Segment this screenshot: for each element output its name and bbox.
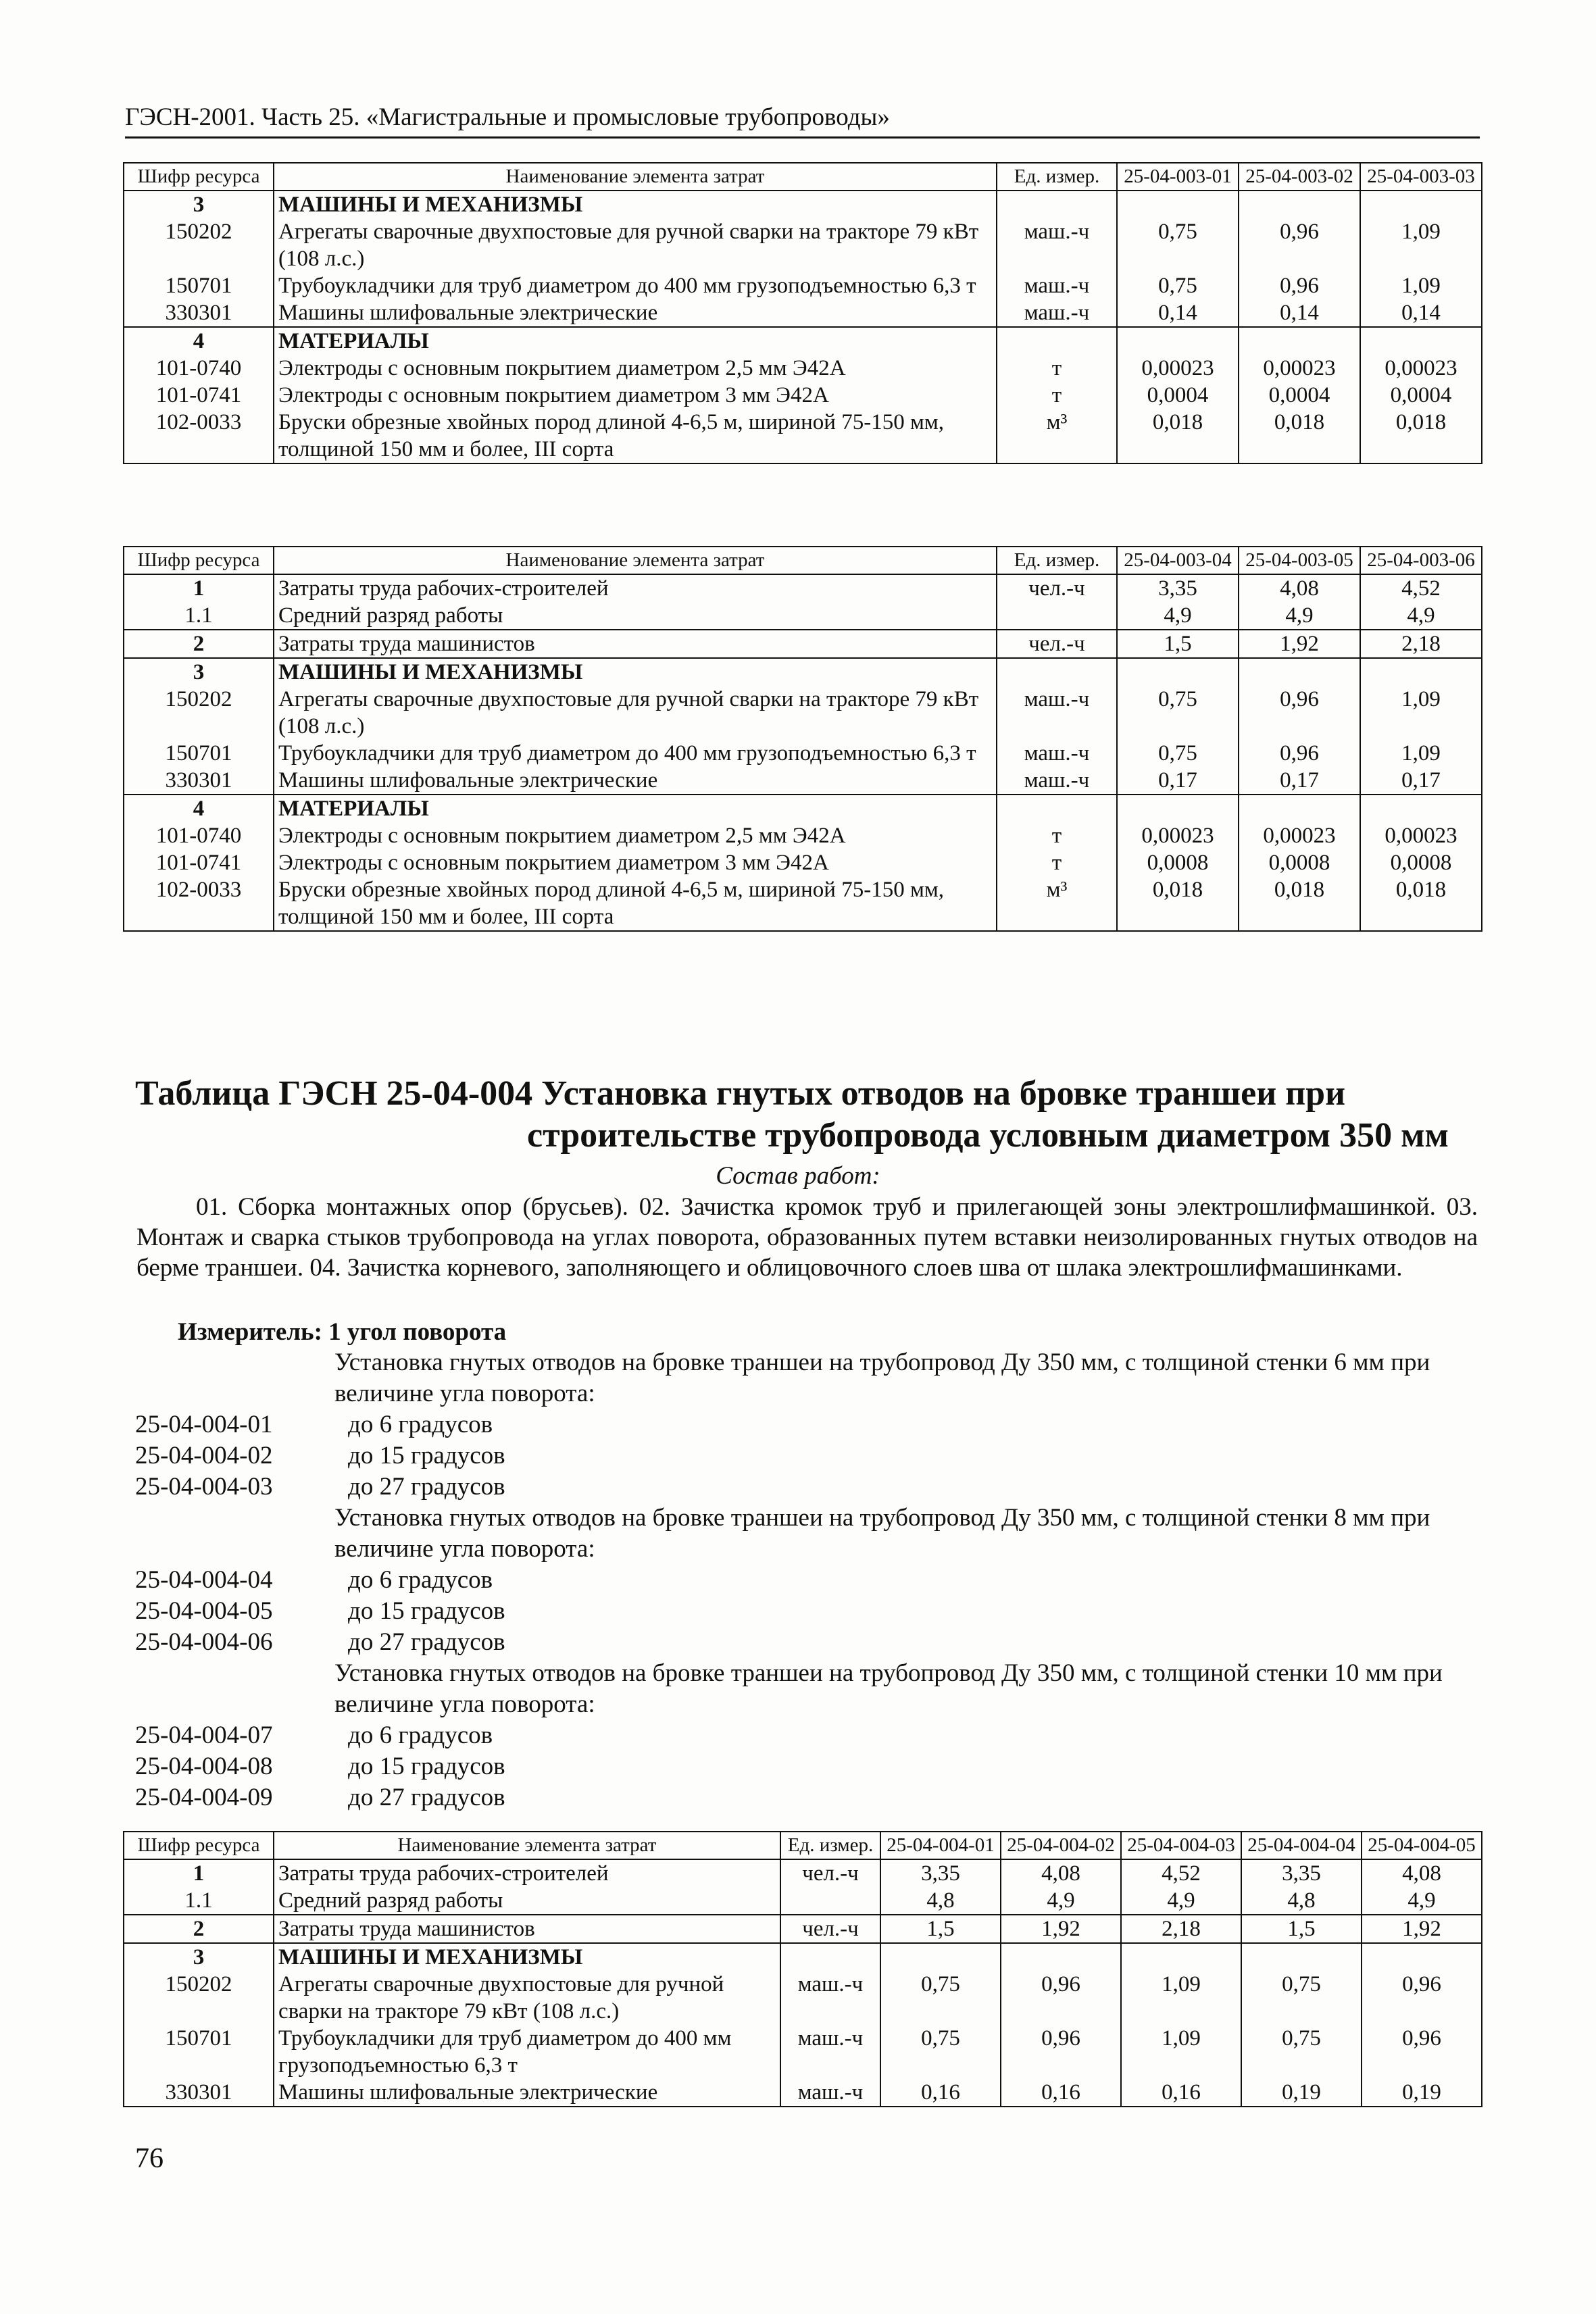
- cell-resource-name: МАТЕРИАЛЫ: [274, 795, 997, 822]
- cell-value: 0,96: [1001, 1971, 1121, 2025]
- cell-resource-name: Электроды с основным покрытием диаметром 2,5 мм Э42А: [274, 355, 997, 382]
- cell-value: [1117, 191, 1239, 218]
- norm-item-code: 25-04-004-09: [135, 1784, 273, 1811]
- cell-unit: маш.-ч: [780, 2025, 880, 2079]
- col-header-norm: 25-04-004-03: [1121, 1832, 1241, 1859]
- cell-value: 0,00023: [1117, 822, 1239, 849]
- cell-resource-name: Затраты труда рабочих-строителей: [274, 1859, 780, 1887]
- table-row: [124, 355, 1482, 382]
- cell-unit: маш.-ч: [997, 767, 1117, 795]
- cell-resource-code: 102-0033: [124, 409, 274, 463]
- cell-value: 0,96: [1239, 218, 1360, 272]
- cell-value: 0,018: [1239, 409, 1360, 463]
- norm-item: [135, 1782, 1480, 1813]
- cell-value: 0,0008: [1360, 849, 1482, 876]
- norm-item-code: 25-04-004-07: [135, 1721, 273, 1749]
- cell-resource-code: 1: [124, 574, 274, 602]
- cell-value: 0,19: [1241, 2079, 1362, 2107]
- col-header-code: Шифр ресурса: [124, 1832, 274, 1859]
- norm-item: [135, 1596, 1480, 1627]
- cell-value: 1,09: [1360, 272, 1482, 299]
- cell-resource-code: 4: [124, 795, 274, 822]
- col-header-name: Наименование элемента затрат: [274, 163, 997, 191]
- norm-item: [135, 1751, 1480, 1782]
- header-row: [124, 1832, 1482, 1859]
- cell-resource-code: 150202: [124, 1971, 274, 2025]
- cell-resource-code: 330301: [124, 2079, 274, 2107]
- table-header: [124, 1832, 1482, 1859]
- cell-resource-name: Средний разряд работы: [274, 602, 997, 630]
- cell-value: 0,75: [1117, 686, 1239, 740]
- col-header-norm: 25-04-003-03: [1360, 163, 1482, 191]
- cell-resource-name: Затраты труда рабочих-строителей: [274, 574, 997, 602]
- table-row: [124, 1971, 1482, 2025]
- cell-value: [1239, 658, 1360, 686]
- cell-resource-code: 150701: [124, 740, 274, 767]
- cell-value: [880, 1943, 1001, 1971]
- norm-item-code: 25-04-004-06: [135, 1628, 273, 1656]
- norm-item-code: 25-04-004-05: [135, 1597, 273, 1625]
- cell-unit: маш.-ч: [780, 1971, 880, 2025]
- cell-value: 4,08: [1239, 574, 1360, 602]
- col-header-norm: 25-04-003-05: [1239, 547, 1360, 574]
- cell-value: 0,75: [880, 2025, 1001, 2079]
- cell-value: 0,018: [1117, 409, 1239, 463]
- cell-value: 4,9: [1001, 1887, 1121, 1915]
- cell-value: 0,75: [1117, 272, 1239, 299]
- cell-value: 4,9: [1239, 602, 1360, 630]
- cell-value: 0,75: [1241, 1971, 1362, 2025]
- cell-resource-name: Средний разряд работы: [274, 1887, 780, 1915]
- table-body: [124, 191, 1482, 463]
- header-row: [124, 163, 1482, 191]
- cell-unit: [997, 327, 1117, 355]
- cell-value: 0,17: [1360, 767, 1482, 795]
- cell-value: [1121, 1943, 1241, 1971]
- cell-unit: чел.-ч: [780, 1859, 880, 1887]
- norm-item-text: до 27 градусов: [348, 1784, 505, 1811]
- cell-value: 0,96: [1001, 2025, 1121, 2079]
- cell-value: 0,96: [1362, 2025, 1482, 2079]
- cell-value: 4,9: [1121, 1887, 1241, 1915]
- col-header-name: Наименование элемента затрат: [274, 547, 997, 574]
- col-header-norm: 25-04-004-01: [880, 1832, 1001, 1859]
- col-header-norm: 25-04-003-04: [1117, 547, 1239, 574]
- cell-resource-name: Агрегаты сварочные двухпостовые для ручной сварки на тракторе 79 кВт (108 л.с.): [274, 1971, 780, 2025]
- cell-resource-name: Трубоукладчики для труб диаметром до 400 мм грузоподъемностью 6,3 т: [274, 272, 997, 299]
- table-row: [124, 2025, 1482, 2079]
- cell-unit: [780, 1887, 880, 1915]
- cell-resource-code: 102-0033: [124, 876, 274, 931]
- table-row: [124, 740, 1482, 767]
- cell-resource-code: 2: [124, 630, 274, 658]
- cell-value: 1,09: [1121, 2025, 1241, 2079]
- cell-resource-name: Электроды с основным покрытием диаметром 3 мм Э42А: [274, 382, 997, 409]
- table-row: [124, 795, 1482, 822]
- table-row: [124, 1887, 1482, 1915]
- cell-unit: маш.-ч: [997, 299, 1117, 327]
- cell-value: 4,08: [1362, 1859, 1482, 1887]
- table-row: [124, 1859, 1482, 1887]
- resource-table-004-01-05: [123, 1831, 1482, 2107]
- cell-resource-code: 150701: [124, 272, 274, 299]
- cell-value: 2,18: [1121, 1915, 1241, 1943]
- col-header-unit: Ед. измер.: [997, 547, 1117, 574]
- table-row: [124, 299, 1482, 327]
- cell-value: 0,16: [880, 2079, 1001, 2107]
- cell-value: 1,5: [1117, 630, 1239, 658]
- col-header-norm: 25-04-003-01: [1117, 163, 1239, 191]
- cell-value: 0,00023: [1117, 355, 1239, 382]
- table-row: [124, 2079, 1482, 2107]
- cell-resource-name: МАШИНЫ И МЕХАНИЗМЫ: [274, 1943, 780, 1971]
- cell-value: [1360, 658, 1482, 686]
- col-header-norm: 25-04-004-04: [1241, 1832, 1362, 1859]
- norm-group-title: Установка гнутых отводов на бровке траншеи на трубопровод Ду 350 мм, с толщиной стенки 10 мм при величине угла поворота:: [334, 1659, 1443, 1718]
- norm-item-code: 25-04-004-01: [135, 1411, 273, 1438]
- cell-unit: [780, 1943, 880, 1971]
- cell-value: 1,92: [1001, 1915, 1121, 1943]
- cell-value: [1239, 327, 1360, 355]
- col-header-norm: 25-04-004-02: [1001, 1832, 1121, 1859]
- cell-resource-name: Затраты труда машинистов: [274, 1915, 780, 1943]
- cell-resource-code: 1.1: [124, 602, 274, 630]
- col-header-name: Наименование элемента затрат: [274, 1832, 780, 1859]
- table-row: [124, 876, 1482, 931]
- norm-item-text: до 15 градусов: [348, 1753, 505, 1780]
- cell-resource-code: 3: [124, 191, 274, 218]
- table-header: [124, 547, 1482, 574]
- cell-value: [1239, 795, 1360, 822]
- cell-value: 1,09: [1360, 740, 1482, 767]
- cell-value: [1360, 191, 1482, 218]
- works-description: 01. Сборка монтажных опор (брусьев). 02. Зачистка кромок труб и прилегающей зоны электрошлифмашинкой. 03. Монтаж и сварка стыков трубопровода на углах поворота, образованных путем вставки неизолированных гнутых отводов на берме траншеи. 04. Зачистка корневого, заполняющего и облицовочного слоев шва от шлака электрошлифмашинками.: [136, 1193, 1478, 1282]
- norm-item: [135, 1565, 1480, 1596]
- col-header-norm: 25-04-003-06: [1360, 547, 1482, 574]
- cell-value: [1117, 658, 1239, 686]
- col-header-unit: Ед. измер.: [780, 1832, 880, 1859]
- cell-value: [1239, 191, 1360, 218]
- norm-item-code: 25-04-004-02: [135, 1442, 273, 1469]
- cell-resource-code: 1: [124, 1859, 274, 1887]
- cell-value: 0,17: [1117, 767, 1239, 795]
- cell-unit: маш.-ч: [997, 218, 1117, 272]
- norm-item-text: до 27 градусов: [348, 1628, 505, 1656]
- cell-unit: чел.-ч: [997, 574, 1117, 602]
- cell-value: 0,16: [1121, 2079, 1241, 2107]
- table-row: [124, 630, 1482, 658]
- col-header-norm: 25-04-004-05: [1362, 1832, 1482, 1859]
- cell-value: 0,00023: [1360, 822, 1482, 849]
- cell-resource-name: МАШИНЫ И МЕХАНИЗМЫ: [274, 658, 997, 686]
- cell-resource-name: Машины шлифовальные электрические: [274, 2079, 780, 2107]
- cell-resource-name: МАШИНЫ И МЕХАНИЗМЫ: [274, 191, 997, 218]
- cell-value: 0,16: [1001, 2079, 1121, 2107]
- norm-group-title: Установка гнутых отводов на бровке траншеи на трубопровод Ду 350 мм, с толщиной стенки 6 мм при величине угла поворота:: [334, 1349, 1430, 1407]
- works-title: Состав работ:: [716, 1162, 880, 1190]
- table-row: [124, 327, 1482, 355]
- cell-resource-name: Трубоукладчики для труб диаметром до 400 мм грузоподъемностью 6,3 т: [274, 2025, 780, 2079]
- col-header-code: Шифр ресурса: [124, 163, 274, 191]
- norm-item: [135, 1440, 1480, 1472]
- table-row: [124, 382, 1482, 409]
- norm-item: [135, 1409, 1480, 1440]
- table-caption: [135, 1073, 1480, 1157]
- table-row: [124, 658, 1482, 686]
- cell-resource-code: 101-0741: [124, 382, 274, 409]
- cell-resource-name: Бруски обрезные хвойных пород длиной 4-6,5 м, шириной 75-150 мм, толщиной 150 мм и более, III сорта: [274, 409, 997, 463]
- cell-value: 3,35: [1117, 574, 1239, 602]
- cell-resource-code: 330301: [124, 299, 274, 327]
- cell-value: 1,09: [1121, 1971, 1241, 2025]
- cell-unit: чел.-ч: [780, 1915, 880, 1943]
- table-row: [124, 1943, 1482, 1971]
- cell-value: 0,00023: [1360, 355, 1482, 382]
- norm-item: [135, 1720, 1480, 1751]
- cell-resource-name: Трубоукладчики для труб диаметром до 400 мм грузоподъемностью 6,3 т: [274, 740, 997, 767]
- cell-resource-name: Машины шлифовальные электрические: [274, 767, 997, 795]
- cell-unit: т: [997, 382, 1117, 409]
- norm-item-code: 25-04-004-04: [135, 1566, 273, 1594]
- cell-unit: м³: [997, 876, 1117, 931]
- norm-group-title: Установка гнутых отводов на бровке траншеи на трубопровод Ду 350 мм, с толщиной стенки 8 мм при величине угла поворота:: [334, 1504, 1430, 1563]
- cell-resource-code: 150202: [124, 218, 274, 272]
- cell-value: 4,8: [1241, 1887, 1362, 1915]
- cell-value: [1001, 1943, 1121, 1971]
- table-row: [124, 409, 1482, 463]
- cell-value: 3,35: [1241, 1859, 1362, 1887]
- cell-value: 0,96: [1239, 272, 1360, 299]
- cell-resource-code: 150701: [124, 2025, 274, 2079]
- cell-resource-name: МАТЕРИАЛЫ: [274, 327, 997, 355]
- cell-value: 1,92: [1362, 1915, 1482, 1943]
- table-row: [124, 218, 1482, 272]
- cell-unit: [997, 602, 1117, 630]
- norm-item-text: до 15 градусов: [348, 1442, 505, 1469]
- table-row: [124, 849, 1482, 876]
- cell-unit: т: [997, 822, 1117, 849]
- cell-unit: маш.-ч: [997, 686, 1117, 740]
- cell-resource-name: Электроды с основным покрытием диаметром 2,5 мм Э42А: [274, 822, 997, 849]
- cell-resource-name: Агрегаты сварочные двухпостовые для ручной сварки на тракторе 79 кВт (108 л.с.): [274, 686, 997, 740]
- caption-line-1: Таблица ГЭСН 25-04-004 Установка гнутых отводов на бровке траншеи при: [135, 1074, 1346, 1113]
- cell-value: [1360, 327, 1482, 355]
- cell-value: 1,09: [1360, 686, 1482, 740]
- cell-value: 4,08: [1001, 1859, 1121, 1887]
- cell-resource-name: Агрегаты сварочные двухпостовые для ручной сварки на тракторе 79 кВт (108 л.с.): [274, 218, 997, 272]
- cell-value: 0,0008: [1239, 849, 1360, 876]
- cell-value: 0,96: [1362, 1971, 1482, 2025]
- cell-value: 0,75: [1117, 740, 1239, 767]
- cell-unit: [997, 795, 1117, 822]
- cell-value: 0,018: [1360, 876, 1482, 931]
- cell-value: 4,52: [1121, 1859, 1241, 1887]
- norm-item-code: 25-04-004-08: [135, 1753, 273, 1780]
- resource-table-003-04-06: [123, 546, 1482, 932]
- norm-item-text: до 6 градусов: [348, 1721, 493, 1749]
- cell-value: 0,018: [1117, 876, 1239, 931]
- table-row: [124, 686, 1482, 740]
- table-row: [124, 767, 1482, 795]
- norm-item-code: 25-04-004-03: [135, 1473, 273, 1501]
- cell-value: 4,9: [1360, 602, 1482, 630]
- table-row: [124, 191, 1482, 218]
- cell-resource-code: 3: [124, 658, 274, 686]
- resource-table-003-01-03: [123, 162, 1482, 464]
- page-number: 76: [135, 2143, 164, 2174]
- cell-value: 0,75: [1117, 218, 1239, 272]
- table-row: [124, 602, 1482, 630]
- cell-value: 1,5: [880, 1915, 1001, 1943]
- cell-value: 4,52: [1360, 574, 1482, 602]
- cell-value: [1241, 1943, 1362, 1971]
- cell-value: 0,75: [1241, 2025, 1362, 2079]
- cell-value: 0,14: [1117, 299, 1239, 327]
- cell-value: 0,14: [1239, 299, 1360, 327]
- cell-unit: [997, 191, 1117, 218]
- norm-item: [135, 1627, 1480, 1658]
- norm-items-list: [135, 1347, 1480, 1813]
- cell-unit: маш.-ч: [997, 272, 1117, 299]
- cell-value: 0,0008: [1117, 849, 1239, 876]
- cell-unit: чел.-ч: [997, 630, 1117, 658]
- cell-value: 0,19: [1362, 2079, 1482, 2107]
- cell-resource-code: 4: [124, 327, 274, 355]
- cell-value: 0,018: [1239, 876, 1360, 931]
- cell-value: 1,92: [1239, 630, 1360, 658]
- cell-resource-name: Затраты труда машинистов: [274, 630, 997, 658]
- cell-unit: м³: [997, 409, 1117, 463]
- cell-resource-code: 330301: [124, 767, 274, 795]
- cell-value: 0,96: [1239, 686, 1360, 740]
- table-row: [124, 822, 1482, 849]
- table-body: [124, 1859, 1482, 2107]
- cell-resource-code: 101-0740: [124, 822, 274, 849]
- col-header-norm: 25-04-003-02: [1239, 163, 1360, 191]
- cell-value: 0,75: [880, 1971, 1001, 2025]
- cell-value: 0,17: [1239, 767, 1360, 795]
- cell-value: [1360, 795, 1482, 822]
- header-row: [124, 547, 1482, 574]
- norm-item-text: до 15 градусов: [348, 1597, 505, 1625]
- caption-line-2: строительстве трубопровода условным диаметром 350 мм: [527, 1116, 1449, 1155]
- col-header-code: Шифр ресурса: [124, 547, 274, 574]
- cell-resource-name: Электроды с основным покрытием диаметром 3 мм Э42А: [274, 849, 997, 876]
- cell-value: 4,9: [1117, 602, 1239, 630]
- cell-value: 4,9: [1362, 1887, 1482, 1915]
- table-body: [124, 574, 1482, 931]
- table-row: [124, 1915, 1482, 1943]
- running-header: ГЭСН-2001. Часть 25. «Магистральные и промысловые трубопроводы»: [125, 103, 1480, 139]
- norm-item-text: до 27 градусов: [348, 1473, 505, 1501]
- cell-unit: маш.-ч: [997, 740, 1117, 767]
- norm-item-text: до 6 градусов: [348, 1411, 493, 1438]
- norm-item-text: до 6 градусов: [348, 1566, 493, 1594]
- cell-resource-code: 101-0741: [124, 849, 274, 876]
- cell-value: 0,96: [1239, 740, 1360, 767]
- cell-value: 0,0004: [1117, 382, 1239, 409]
- cell-resource-code: 1.1: [124, 1887, 274, 1915]
- cell-resource-code: 2: [124, 1915, 274, 1943]
- table-header: [124, 163, 1482, 191]
- cell-value: 0,14: [1360, 299, 1482, 327]
- norm-item: [135, 1472, 1480, 1503]
- cell-value: 0,00023: [1239, 822, 1360, 849]
- cell-value: 0,00023: [1239, 355, 1360, 382]
- cell-value: 1,09: [1360, 218, 1482, 272]
- cell-resource-code: 150202: [124, 686, 274, 740]
- cell-value: [1117, 327, 1239, 355]
- cell-resource-name: Машины шлифовальные электрические: [274, 299, 997, 327]
- cell-value: [1362, 1943, 1482, 1971]
- col-header-unit: Ед. измер.: [997, 163, 1117, 191]
- cell-value: 2,18: [1360, 630, 1482, 658]
- table-row: [124, 272, 1482, 299]
- cell-unit: [997, 658, 1117, 686]
- cell-value: 0,0004: [1360, 382, 1482, 409]
- cell-value: [1117, 795, 1239, 822]
- cell-value: 4,8: [880, 1887, 1001, 1915]
- cell-resource-name: Бруски обрезные хвойных пород длиной 4-6,5 м, шириной 75-150 мм, толщиной 150 мм и более, III сорта: [274, 876, 997, 931]
- cell-resource-code: 3: [124, 1943, 274, 1971]
- cell-value: 3,35: [880, 1859, 1001, 1887]
- table-row: [124, 574, 1482, 602]
- cell-unit: т: [997, 849, 1117, 876]
- cell-value: 1,5: [1241, 1915, 1362, 1943]
- cell-value: 0,0004: [1239, 382, 1360, 409]
- measurement-unit: Измеритель: 1 угол поворота: [178, 1318, 507, 1346]
- cell-resource-code: 101-0740: [124, 355, 274, 382]
- cell-unit: маш.-ч: [780, 2079, 880, 2107]
- cell-unit: т: [997, 355, 1117, 382]
- cell-value: 0,018: [1360, 409, 1482, 463]
